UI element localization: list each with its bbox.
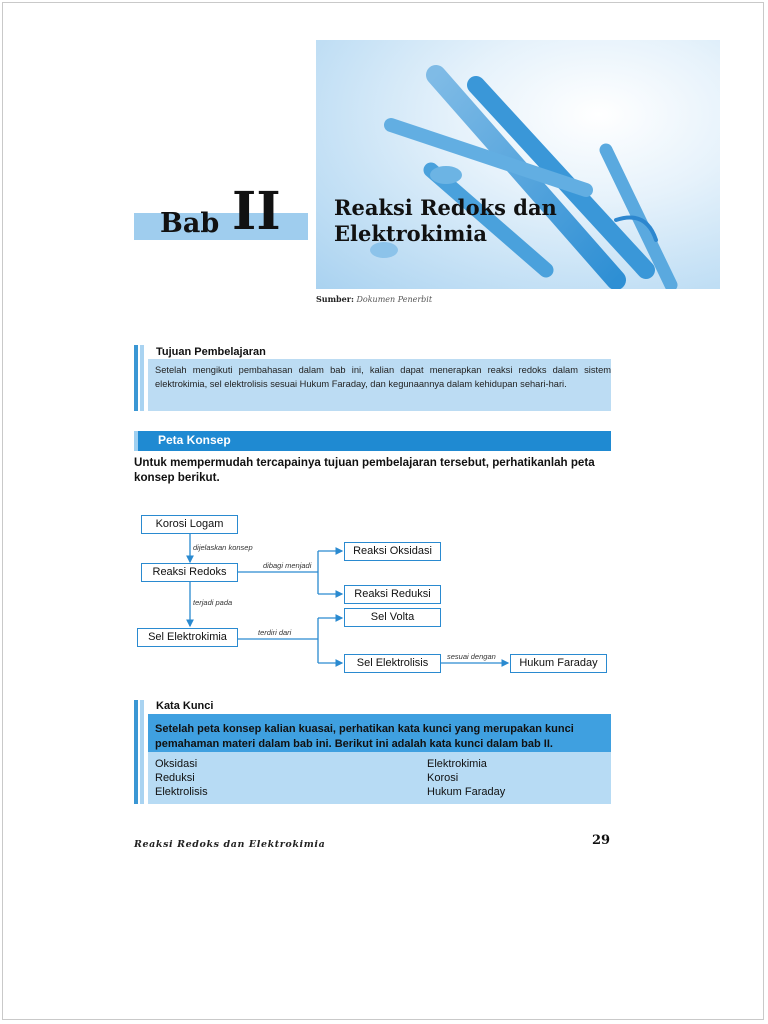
caption-label: Sumber: [316, 294, 354, 304]
keyword-item: Hukum Faraday [427, 786, 506, 798]
edge-label-dibagi-menjadi: dibagi menjadi [263, 561, 312, 570]
node-reaksi-reduksi: Reaksi Reduksi [344, 585, 441, 604]
keyword-item: Korosi [427, 772, 459, 784]
kata-kunci-accent-bar [134, 700, 138, 804]
keyword-item: Elektrolisis [155, 786, 208, 798]
chapter-title: Reaksi Redoks dan Elektrokimia [334, 195, 557, 246]
tujuan-heading: Tujuan Pembelajaran [156, 346, 266, 358]
node-reaksi-redoks: Reaksi Redoks [141, 563, 238, 582]
kata-kunci-list-box [148, 752, 611, 804]
node-sel-volta: Sel Volta [344, 608, 441, 627]
edge-label-terjadi-pada: terjadi pada [193, 598, 233, 607]
node-korosi-logam: Korosi Logam [141, 515, 238, 534]
chapter-label: Bab [160, 208, 220, 239]
tujuan-text: Setelah mengikuti pembahasan dalam bab ini, kalian dapat menerapkan reaksi redoks dalam sistem elektrokimia, sel elektrolisis sesuai Hukum Faraday, dan kegunaannya dalam kehidupan sehari-hari. [155, 365, 611, 389]
kata-kunci-accent-bar-light [140, 700, 144, 804]
edge-label-terdiri-dari: terdiri dari [258, 628, 292, 637]
edge-label-sesuai-dengan: sesuai dengan [447, 652, 496, 661]
page-number: 29 [592, 833, 611, 848]
footer-title: Reaksi Redoks dan Elektrokimia [134, 839, 326, 850]
caption-source: Dokumen Penerbit [356, 295, 433, 304]
kata-kunci-intro: Setelah peta konsep kalian kuasai, perhatikan kata kunci yang merupakan kunci pemahaman materi dalam bab ini. Berikut ini adalah kata kunci dalam bab II. [155, 723, 574, 750]
peta-konsep-intro: Untuk mempermudah tercapainya tujuan pembelajaran tersebut, perhatikanlah peta konsep berikut. [134, 456, 595, 484]
keyword-item: Elektrokimia [427, 758, 487, 770]
node-sel-elektrokimia: Sel Elektrokimia [137, 628, 238, 647]
kata-kunci-left-column [155, 757, 208, 799]
kata-kunci-right-column [427, 757, 505, 799]
node-sel-elektrolisis: Sel Elektrolisis [344, 654, 441, 673]
node-reaksi-oksidasi: Reaksi Oksidasi [344, 542, 441, 561]
keyword-item: Oksidasi [155, 758, 198, 770]
kata-kunci-heading: Kata Kunci [156, 700, 214, 712]
node-hukum-faraday: Hukum Faraday [510, 654, 607, 673]
edge-label-dijelaskan-konsep: dijelaskan konsep [193, 543, 253, 552]
chapter-number: II [232, 181, 281, 242]
keyword-item: Reduksi [155, 772, 195, 784]
peta-konsep-heading: Peta Konsep [158, 433, 231, 447]
